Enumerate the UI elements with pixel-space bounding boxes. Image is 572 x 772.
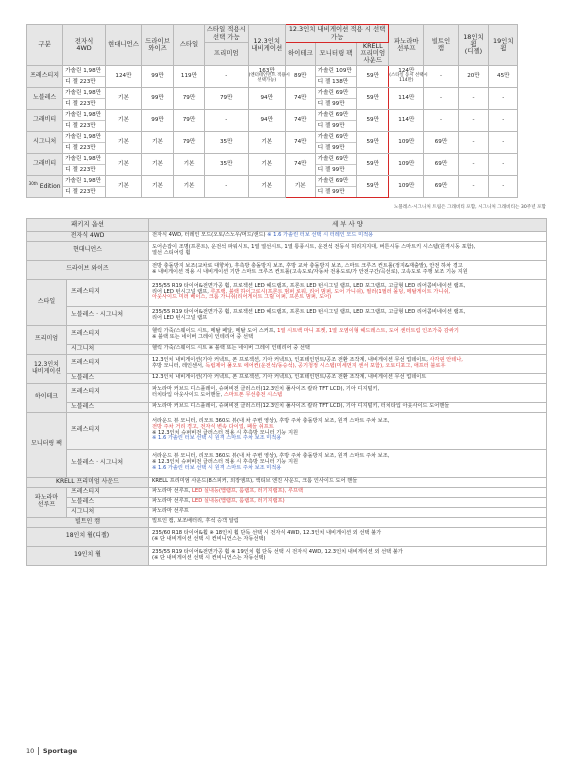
price-electric-4wd <box>63 153 106 175</box>
price-monitoring <box>315 65 357 87</box>
detail-text: 터치타입 아웃사이드 도어핸들, 스마트폰 무선충전 시스템 <box>152 391 283 398</box>
price-nav <box>248 153 285 175</box>
package-detail <box>149 497 547 507</box>
price-panorama <box>389 109 424 131</box>
package-trim: 시그니처 <box>67 507 149 517</box>
trim-name <box>27 109 63 131</box>
detail-text: ※ 12.3인치 슈퍼비전 클러스터 적용 시 후측방 모니터 기능 지원 <box>152 429 298 436</box>
price-electric-4wd-line: 디 젤 223만 <box>63 142 105 153</box>
package-row <box>27 241 547 260</box>
price-style: 기본 <box>174 175 205 197</box>
package-trim: 시그니처 <box>67 344 149 354</box>
detail-line <box>152 233 543 239</box>
trim-label: 프레스티지 <box>30 71 60 79</box>
price-nav-line: 기본 <box>261 182 273 189</box>
detail-text: 아웃사이드 미러 베이스, 크롬 가니쉬(리어게이트 그릴 이퍼, 프론트 범퍼, 도어) <box>152 294 332 301</box>
price-electric-4wd-line: 디 젤 223만 <box>63 120 105 131</box>
package-detail <box>149 354 547 373</box>
detail-text: 리어 LED 턴시그널 램프, 루프랙, 블랙 하이그로시(프론트 범퍼 로워, 리어 범퍼, 도어 가니쉬), 필러(1필러 몰딩, 메탈게이트 가니쉬, <box>152 288 450 295</box>
price-monitoring-line: 디 젤 99만 <box>316 164 357 175</box>
header-krell: KRELL 프리미엄 사운드 <box>357 43 389 66</box>
price-wheel-18: - <box>458 175 489 197</box>
price-krell: 59만 <box>357 153 389 175</box>
price-wheel-19: - <box>489 153 518 175</box>
package-name: KRELL 프리미엄 사운드 <box>27 477 149 487</box>
price-wheel-18: 20만 <box>458 65 489 87</box>
price-panorama <box>389 87 424 109</box>
package-row <box>27 373 547 383</box>
package-name: 18인치 휠(디젤) <box>27 527 149 546</box>
detail-highlight: 독립제어 풀오토 에어컨(운전석/동승석), 공기청정 시스템(미세먼지 센서 포함), 오토디포그, 애프터 블로우 <box>205 362 446 369</box>
price-panorama-line: 109만 <box>398 160 415 167</box>
price-hyundai-wise: 기본 <box>105 87 141 109</box>
detail-text: ※ 1.6 가솔린 터보 선택 시 원격 스마트 주차 보조 미적용 <box>152 435 282 442</box>
detail-text: 열선 스티어링 휠 <box>152 249 191 256</box>
detail-text: 헬릭 가죽/스웨이드 시트, 메탈 페달, 메탈 도어 스커프, 1열 시트백 마니 포켓, 1열 오염이형 헤드레스트, 도어 센터트림 인조가죽 감싸기 <box>152 327 459 334</box>
price-premium: 35만 <box>204 131 248 153</box>
price-panorama-line: 109만 <box>398 138 415 145</box>
price-hyundai-wise: 기본 <box>105 131 141 153</box>
price-wheel-19: - <box>489 175 518 197</box>
price-wheel-19: - <box>489 87 518 109</box>
package-trim: 노블레스 · 시그니처 <box>67 449 149 477</box>
package-detail <box>149 487 547 497</box>
package-trim: 프레스티지 <box>67 354 149 373</box>
package-detail <box>149 344 547 354</box>
price-monitoring-line: 가솔린 109만 <box>317 67 352 74</box>
detail-text: 파노라마 선루프, LED 실내등(맵램프, 룸램프, 러기지램프), 루프랙 <box>152 488 303 495</box>
price-electric-4wd <box>63 175 106 197</box>
detail-line <box>152 436 543 442</box>
package-row <box>27 354 547 373</box>
package-row <box>27 325 547 344</box>
header-style-plus: 스타일 적용시 선택 가능 <box>204 25 248 43</box>
price-nav <box>248 87 285 109</box>
detail-text: ※ 내비게이션 적용 시 내비게이션 기반 스마트 크루즈 컨트롤(고속도로/자동차 전용도로/가 안전구간/곡선로), 고속도로 주행 보조 기능 지원 <box>152 268 468 275</box>
package-name: 프리미엄 <box>27 325 67 354</box>
price-monitoring <box>315 153 357 175</box>
detail-text: ※ 블랙 또는 네이버 그레이 인테리어 중 선택 <box>152 333 254 340</box>
package-name: 전자식 4WD <box>27 231 149 241</box>
trim-label: 시그니처 <box>33 137 57 145</box>
price-hitech: 74만 <box>285 109 315 131</box>
package-detail <box>149 306 547 325</box>
price-row <box>27 131 546 153</box>
package-detail <box>149 507 547 517</box>
trim-label: 그래비티 <box>33 159 57 167</box>
package-detail <box>149 373 547 383</box>
price-monitoring-line: 디 젤 138만 <box>316 76 357 87</box>
price-monitoring <box>315 109 357 131</box>
price-drive-wise: 기본 <box>142 131 174 153</box>
price-row <box>27 153 546 175</box>
detail-text: 전방 주차 거리 경고, 전자식 변속 다이얼, 패들 쉬프트 <box>152 423 274 430</box>
detail-line <box>152 479 543 485</box>
detail-line <box>152 270 543 276</box>
price-nav <box>248 65 290 87</box>
price-krell: 59만 <box>357 175 389 197</box>
price-premium: 79만 <box>204 87 248 109</box>
package-name: 모니터링 팩 <box>27 412 67 477</box>
package-row <box>27 477 547 487</box>
price-hyundai-wise: 124만 <box>105 65 141 87</box>
package-trim: 프레스티지 <box>67 487 149 497</box>
package-row <box>27 383 547 402</box>
detail-highlight: 스마트폰 무선충전 시스템 <box>223 391 283 398</box>
package-table <box>26 218 547 566</box>
package-detail <box>149 231 547 241</box>
price-electric-4wd-line: 가솔린 1,98만 <box>65 133 102 140</box>
trim-name <box>27 175 63 197</box>
price-monitoring-line: 가솔린 69만 <box>317 111 349 118</box>
header-package-option: 패키지 옵션 <box>27 218 149 231</box>
price-electric-4wd-line: 가솔린 1,98만 <box>65 89 102 96</box>
detail-text: KRELL 프리미엄 사운드(8스피커, 외장앰프), 액티브 엔진 사운드, 크롬 인사이드 도어 핸들 <box>152 478 358 485</box>
detail-text: 서라운드 뷰 모니터, 리모트 360도 뷰(내 차 주변 영상), 후방 주차 충돌방지 보조, 원격 스마트 주차 보조, <box>152 453 390 460</box>
package-row <box>27 279 547 306</box>
price-krell: 59만 <box>357 131 389 153</box>
price-hitech: 74만 <box>285 87 315 109</box>
price-monitoring <box>315 131 357 153</box>
detail-text: ※ 12.3인치 슈퍼비전 클러스터 적용 시 후측방 모니터 기능 지원 <box>152 459 298 466</box>
price-monitoring-line: 디 젤 99만 <box>316 98 357 109</box>
price-hyundai-wise: 기본 <box>105 109 141 131</box>
price-nav <box>248 109 285 131</box>
trim-superscript: 30th <box>28 180 38 186</box>
detail-text: 파노라마 커브드 디스플레이, 슈퍼비전 클러스터(12.3인치 풀사이즈 칼라 TFT LCD), 기아 디지털키, <box>152 385 380 392</box>
package-row <box>27 507 547 517</box>
price-nav-line: (엔터테인먼트 적용시 <box>248 73 290 79</box>
package-row <box>27 517 547 527</box>
detail-text: 235/55 R19 타이어&전면가공 휠, 프로젝션 LED 헤드램프, 프론트 LED 턴시그널 램프, LED 포그램프, 고급형 LED 리어콤비네이션 램프, <box>152 308 466 315</box>
detail-text: 235/55 R19 타이어&전면가공 휠, 프로젝션 LED 헤드램프, 프론트 LED 턴시그널 램프, LED 포그램프, 고급형 LED 리어콤비네이션 램프, <box>152 282 466 289</box>
trim-label: 그래비티 <box>33 115 57 123</box>
price-panorama <box>389 65 428 87</box>
price-electric-4wd-line: 가솔린 1,98만 <box>65 155 102 162</box>
detail-text: 파노라마 선루프, LED 실내등(맵램프, 룸램프, 러기지램프) <box>152 498 285 505</box>
price-monitoring <box>315 87 357 109</box>
package-trim: 노블레스 · 시그니처 <box>67 306 149 325</box>
detail-text: (※ 단 내비게이션 선택 시 컨비니언스는 자동선택) <box>152 535 266 542</box>
package-trim: 노블레스 <box>67 402 149 412</box>
price-panorama-line: (스타일 동시 선택시 <box>389 73 428 79</box>
footer-divider <box>38 747 39 755</box>
detail-text: 파노라마 커브드 디스플레이, 슈퍼비전 클러스터(12.3인치 풀사이즈 칼라 TFT LCD), 기아 디지털키, 터치타입 아웃사이드 도어핸들 <box>152 403 450 410</box>
price-electric-4wd <box>63 87 106 109</box>
detail-line <box>152 335 543 341</box>
page-footer <box>26 747 77 755</box>
detail-text: 파노라마 선루프 <box>152 508 189 515</box>
price-krell: 59만 <box>357 87 389 109</box>
package-detail <box>149 449 547 477</box>
package-detail <box>149 325 547 344</box>
price-panorama-line: 114만 <box>398 116 415 123</box>
detail-text: 헬릭 가죽/스웨이드 시트 ※ 블랙 또는 네이버 그레이 인테리어 중 선택 <box>152 345 310 352</box>
package-row <box>27 260 547 279</box>
package-row <box>27 306 547 325</box>
package-trim: 프레스티지 <box>67 383 149 402</box>
package-row <box>27 527 547 546</box>
detail-highlight: 루프랙, 블랙 하이그로시(프론트 범퍼 로워, 리어 범퍼, 도어 가니쉬), 필러(1필러 몰딩, 메탈게이트 가니쉬, <box>210 288 450 295</box>
package-row <box>27 449 547 477</box>
header-monitoring: 모니터링 팩 <box>315 43 357 66</box>
price-electric-4wd-line: 가솔린 1,98만 <box>65 177 102 184</box>
package-row <box>27 497 547 507</box>
package-name: 스타일 <box>27 279 67 325</box>
package-name: 파노라마 선루프 <box>27 487 67 517</box>
detail-text: 후방 모니터, 레인센서, 독립제어 풀오토 에어컨(운전석/동승석), 공기청정 시스템(미세먼지 센서 포함), 오토디포그, 애프터 블로우 <box>152 362 446 369</box>
package-detail <box>149 383 547 402</box>
package-detail <box>149 527 547 546</box>
package-detail <box>149 477 547 487</box>
price-builtin-cam: 69만 <box>424 131 458 153</box>
price-premium: - <box>204 175 248 197</box>
detail-line <box>152 251 543 257</box>
price-wheel-19: - <box>489 109 518 131</box>
price-hitech: 74만 <box>285 131 315 153</box>
detail-highlight: LED 실내등(맵램프, 룸램프, 러기지램프) <box>192 498 285 505</box>
price-style: 기본 <box>174 153 205 175</box>
trim-name <box>27 65 63 87</box>
price-style: 79만 <box>174 131 205 153</box>
detail-line <box>152 466 543 472</box>
price-electric-4wd-line: 디 젤 223만 <box>63 186 105 197</box>
price-monitoring-line: 디 젤 99만 <box>316 186 357 197</box>
package-name: 하이테크 <box>27 383 67 412</box>
price-hyundai-wise: 기본 <box>105 175 141 197</box>
price-wheel-18: - <box>458 131 489 153</box>
package-row <box>27 487 547 497</box>
price-monitoring <box>315 175 357 197</box>
price-nav-line: 기본 <box>261 160 273 167</box>
price-electric-4wd-line: 디 젤 223만 <box>63 76 105 87</box>
package-detail <box>149 402 547 412</box>
price-drive-wise: 기본 <box>142 153 174 175</box>
header-hitech: 하이테크 <box>285 43 315 66</box>
price-table <box>26 24 546 198</box>
package-trim: 노블레스 <box>67 373 149 383</box>
price-footnote: 노블레스·시그니처 트림은 그래비티 포함, 시그니처 그래비티는 30주년 포함 <box>393 204 546 210</box>
price-nav-line: 94만 <box>260 116 274 123</box>
detail-line <box>152 519 543 525</box>
detail-text: 전자식 4WD, 터레인 모드(오토/스노우/머드/샌드) <box>152 232 268 239</box>
price-monitoring-line: 가솔린 69만 <box>317 177 349 184</box>
price-builtin-cam: 69만 <box>424 153 458 175</box>
header-wheel-18: 18인치 휠 (디젤) <box>458 25 489 66</box>
package-row <box>27 546 547 565</box>
price-electric-4wd-line: 가솔린 1,98만 <box>65 67 102 74</box>
price-builtin-cam: - <box>424 65 458 87</box>
header-panorama: 파노라마 선루프 <box>389 25 424 66</box>
price-style: 79만 <box>174 109 205 131</box>
package-row <box>27 231 547 241</box>
price-panorama <box>389 131 424 153</box>
detail-highlight: LED 실내등(맵램프, 룸램프, 러기지램프), 루프랙 <box>192 488 303 495</box>
price-electric-4wd-line: 디 젤 223만 <box>63 164 105 175</box>
price-premium: 35만 <box>204 153 248 175</box>
price-electric-4wd <box>63 109 106 131</box>
detail-line <box>152 404 543 410</box>
price-monitoring-line: 디 젤 99만 <box>316 120 357 131</box>
header-hyundai-wise: 현대니언스 <box>105 25 141 66</box>
price-drive-wise: 99만 <box>142 109 174 131</box>
header-nav-group: 12.3인치 내비게이션 적용 시 선택 가능 <box>285 25 388 43</box>
trim-label: 노블레스 <box>33 93 57 101</box>
package-trim: 프레스티지 <box>67 279 149 306</box>
page-number: 10 <box>26 747 35 755</box>
detail-text: 전방 충돌방지 보조(교차로 대향차), 후측방 충돌방지 보조, 후방 교차 충돌방지 보조, 스마트 크루즈 컨트롤(정지&재출발), 안전 하차 경고 <box>152 262 463 269</box>
price-wheel-19: - <box>489 131 518 153</box>
price-style: 119만 <box>174 65 205 87</box>
price-wheel-18: - <box>458 109 489 131</box>
package-row <box>27 344 547 354</box>
detail-line <box>152 295 543 301</box>
price-page <box>26 24 546 566</box>
package-name: 드라이브 와이즈 <box>27 260 149 279</box>
detail-highlight: 사각핀 안테나, <box>429 356 463 363</box>
price-panorama <box>389 153 424 175</box>
price-builtin-cam: - <box>424 87 458 109</box>
price-row <box>27 65 546 87</box>
detail-line <box>152 316 543 322</box>
price-krell: 59만 <box>357 109 389 131</box>
package-row <box>27 402 547 412</box>
price-electric-4wd <box>63 131 106 153</box>
price-premium: - <box>204 65 248 87</box>
price-wheel-19: 45만 <box>489 65 518 87</box>
detail-line <box>152 499 543 505</box>
trim-name <box>27 131 63 153</box>
price-builtin-cam: - <box>424 109 458 131</box>
header-drive-wise: 드라이브 와이즈 <box>142 25 174 66</box>
price-style: 79만 <box>174 87 205 109</box>
package-detail <box>149 279 547 306</box>
header-group: 구분 <box>27 25 63 66</box>
package-name: 현대니언스 <box>27 241 149 260</box>
price-hitech: 89만 <box>285 65 315 87</box>
brand-name: Sportage <box>42 747 78 755</box>
price-wheel-18: - <box>458 87 489 109</box>
price-panorama-line: 124만 <box>398 67 415 74</box>
price-hitech: 74만 <box>285 153 315 175</box>
package-trim: 프레스티지 <box>67 412 149 449</box>
price-wheel-18: - <box>458 153 489 175</box>
header-builtin-cam: 빌트인 캠 <box>424 25 458 66</box>
detail-line <box>152 393 543 399</box>
header-electric-4wd: 전자식 4WD <box>63 25 106 66</box>
header-nav-12-3: 12.3인치 내비게이션 <box>248 25 285 66</box>
price-monitoring-line: 가솔린 69만 <box>317 89 349 96</box>
detail-text: (※ 단 내비게이션 선택 시 컨비니언스는 자동선택) <box>152 554 266 561</box>
detail-text: 235/55 R19 타이어&전면가공 휠 ※ 19인치 휠 단독 선택 시 전자식 4WD, 12.3인치 내비게이션 외 선택 불가 <box>152 548 403 555</box>
package-trim: 프레스티지 <box>67 325 149 344</box>
package-row <box>27 412 547 449</box>
price-drive-wise: 99만 <box>142 65 174 87</box>
price-builtin-cam: 69만 <box>424 175 458 197</box>
price-nav-line: 기본 <box>261 138 273 145</box>
detail-highlight: 1열 시트백 마니 포켓, 1열 오염이형 헤드레스트, 도어 센터트림 인조가죽 감싸기 <box>277 327 459 334</box>
detail-text: 12.3인치 내비게이션(기아 커넥트, 폰 프로젝션, 기아 커넥트), 인포테인먼트/공조 전환 조작계, 내비게이션 무선 업데이트, 사각핀 안테나, <box>152 356 463 363</box>
price-monitoring-line: 가솔린 69만 <box>317 155 349 162</box>
price-panorama-line: 114만) <box>399 78 414 84</box>
detail-text: 12.3인치 내비게이션(기아 커넥트, 폰 프로젝션, 기아 커넥트), 인포테인먼트/공조 전환 조작계, 내비게이션 무선 업데이트 <box>152 374 427 381</box>
package-detail <box>149 241 547 260</box>
detail-line <box>152 346 543 352</box>
price-nav-line: 선택가능) <box>257 78 277 84</box>
price-row <box>27 87 546 109</box>
package-detail <box>149 546 547 565</box>
price-drive-wise: 99만 <box>142 87 174 109</box>
trim-name <box>27 153 63 175</box>
package-name: 12.3인치 내비게이션 <box>27 354 67 383</box>
detail-note: ※ 1.6 가솔린 터보 선택 시 터레인 모드 미적용 <box>267 232 374 239</box>
price-row <box>27 109 546 131</box>
header-style: 스타일 <box>174 25 205 66</box>
detail-text: 리어 LED 턴시그널 램프 <box>152 314 208 321</box>
package-detail <box>149 412 547 449</box>
package-name: 빌트인 캠 <box>27 517 149 527</box>
package-detail <box>149 260 547 279</box>
detail-text: 빌트인 캠, 보조배터리, 후석 승객 알림 <box>152 518 239 525</box>
package-name: 19인치 휠 <box>27 546 149 565</box>
detail-text: 235/60 R18 타이어&휠 ※ 18인치 휠 단독 선택 시 전자식 4WD, 12.3인치 내비게이션 외 선택 불가 <box>152 529 382 536</box>
package-trim: 노블레스 <box>67 497 149 507</box>
detail-line <box>152 375 543 381</box>
trim-label: Edition <box>37 182 61 190</box>
price-drive-wise: 기본 <box>142 175 174 197</box>
price-monitoring-line: 가솔린 69만 <box>317 133 349 140</box>
price-row <box>27 175 546 197</box>
detail-text: 서라운드 뷰 모니터, 리모트 360도 뷰(내 차 주변 영상), 후방 주차 충돌방지 보조, 원격 스마트 주차 보조, <box>152 417 390 424</box>
price-hitech: 기본 <box>285 175 315 197</box>
price-monitoring-line: 디 젤 99만 <box>316 142 357 153</box>
price-panorama-line: 114만 <box>398 94 415 101</box>
detail-text: ※ 1.6 가솔린 터보 선택 시 원격 스마트 주차 보조 미적용 <box>152 464 282 471</box>
price-nav-line: 163만 <box>258 67 275 74</box>
price-panorama <box>389 175 424 197</box>
price-nav <box>248 175 285 197</box>
price-nav-line: 94만 <box>260 94 274 101</box>
header-wheel-19: 19인치 휠 <box>489 25 518 66</box>
header-package-detail: 세 부 사 양 <box>149 218 547 231</box>
price-electric-4wd-line: 디 젤 223만 <box>63 98 105 109</box>
detail-line <box>152 489 543 495</box>
price-krell: 59만 <box>357 65 389 87</box>
price-panorama-line: 109만 <box>398 182 415 189</box>
price-premium: - <box>204 109 248 131</box>
price-electric-4wd <box>63 65 106 87</box>
header-premium: 프리미엄 <box>204 43 248 66</box>
package-detail <box>149 517 547 527</box>
price-nav <box>248 131 285 153</box>
detail-line <box>152 537 543 543</box>
price-electric-4wd-line: 가솔린 1,98만 <box>65 111 102 118</box>
detail-line <box>152 556 543 562</box>
detail-line <box>152 509 543 515</box>
price-hyundai-wise: 기본 <box>105 153 141 175</box>
detail-text: 도어손잡이 조명(프론트), 운전석 파워시트, 1열 열선시트, 1열 통풍시트, 운전석 전동식 허리지지대, 버튼시동 스마트키 시스템(원격시동 포함), <box>152 243 476 250</box>
trim-name <box>27 87 63 109</box>
detail-line <box>152 364 543 370</box>
